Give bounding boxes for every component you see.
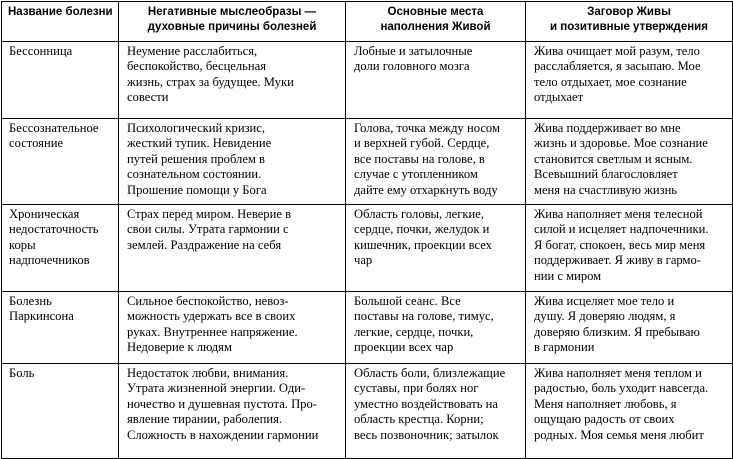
table-row bbox=[2, 205, 733, 292]
header-row bbox=[2, 2, 733, 42]
affirmation-cell: Жива поддерживает во мне жизнь и здоровье. Мое сознание становится светлым и ясным. Всевышний благословляет меня на счастливую жизнь bbox=[526, 119, 733, 205]
table-row bbox=[2, 42, 733, 119]
table-row bbox=[2, 119, 733, 205]
table-row bbox=[2, 292, 733, 364]
disease-name-cell: Болезнь Паркинсона bbox=[2, 292, 119, 364]
header-disease-name: Название болезни bbox=[2, 2, 119, 42]
header-affirmations: Заговор Живы и позитивные утверждения bbox=[526, 2, 733, 42]
disease-name-cell: Боль bbox=[2, 364, 119, 459]
places-cell: Голова, точка между носом и верхней губой. Сердце, все поставы на голове, в случае с утопленником дайте ему отхаркнуть воду bbox=[346, 119, 526, 205]
thoughts-cell: Сильное беспокойство, невоз- можность удержать все в своих руках. Внутреннее напряжение. Недоверие к людям bbox=[119, 292, 346, 364]
disease-table bbox=[1, 1, 733, 459]
places-cell: Большой сеанс. Все поставы на голове, тимус, легкие, сердце, почки, проекции всех чар bbox=[346, 292, 526, 364]
disease-name-cell: Бессознательное состояние bbox=[2, 119, 119, 205]
affirmation-cell: Жива исцеляет мое тело и душу. Я доверяю людям, я доверяю близким. Я пребываю в гармонии bbox=[526, 292, 733, 364]
disease-name-cell: Бессонница bbox=[2, 42, 119, 119]
places-cell: Лобные и затылочные доли головного мозга bbox=[346, 42, 526, 119]
thoughts-cell: Страх перед миром. Неверие в свои силы. Утрата гармонии с землей. Раздражение на себя bbox=[119, 205, 346, 292]
header-main-places: Основные места наполнения Живой bbox=[346, 2, 526, 42]
affirmation-cell: Жива очищает мой разум, тело расслабляется, я засыпаю. Мое тело отдыхает, мое сознание отдыхает bbox=[526, 42, 733, 119]
table-row bbox=[2, 364, 733, 459]
places-cell: Область боли, близлежащие суставы, при болях ног уместно воздействовать на область крестца. Корни; весь позвоночник; затылок bbox=[346, 364, 526, 459]
disease-name-cell: Хроническая недостаточность коры надпочечников bbox=[2, 205, 119, 292]
affirmation-cell: Жива наполняет меня теплом и радостью, боль уходит навсегда. Меня наполняет любовь, я ощущаю радость от своих родных. Моя семья меня любит bbox=[526, 364, 733, 459]
places-cell: Область головы, легкие, сердце, почки, желудок и кишечник, проекции всех чар bbox=[346, 205, 526, 292]
thoughts-cell: Недостаток любви, внимания. Утрата жизненной энергии. Оди- ночество и душевная пустота. Про- явление тирании, раболепия. Сложность в нахождении гармонии bbox=[119, 364, 346, 459]
thoughts-cell: Неумение расслабиться, беспокойство, бесцельная жизнь, страх за будущее. Муки совести bbox=[119, 42, 346, 119]
header-negative-thoughts: Негативные мыслеобразы — духовные причины болезней bbox=[119, 2, 346, 42]
affirmation-cell: Жива наполняет меня телесной силой и исцеляет надпочечники. Я богат, спокоен, весь мир меня поддерживает. Я живу в гармо- нии с миром bbox=[526, 205, 733, 292]
thoughts-cell: Психологический кризис, жесткий тупик. Невидение путей решения проблем в сознательном состоянии. Прошение помощи у Бога bbox=[119, 119, 346, 205]
